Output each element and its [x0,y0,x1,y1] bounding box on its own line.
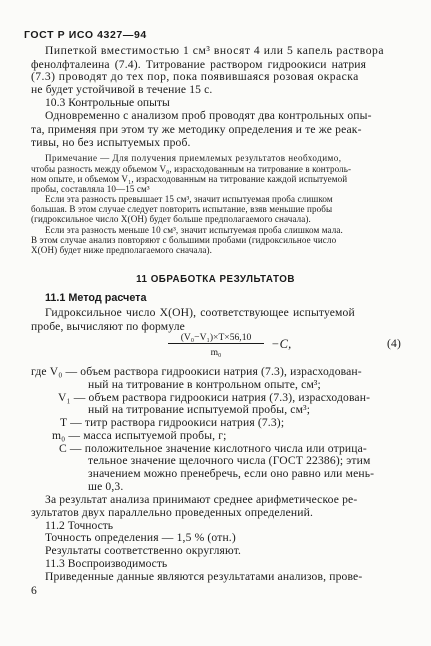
formula-fraction-bar [168,343,264,344]
note-line-8: Если эта разность меньше 10 см³, значит испытуемая проба слишком мала. [45,224,343,235]
definition-c-line-3: значением можно пренебречь, если оно равно или мень- [88,467,375,480]
section-11-heading: 11 ОБРАБОТКА РЕЗУЛЬТАТОВ [136,273,295,285]
note-line-3: ном опыте, и объемом V₁, израсходованным на титрование каждой испытуемой [31,173,348,184]
note-line-4: пробы, составляла 10—15 см³ [31,183,150,194]
result-line-2: зультатов двух параллельно проведенных определений. [31,506,314,519]
note-line-6: большая. В этом случае следует повторить испытание, взяв меньшие пробы [31,204,333,215]
section-11-1-line-1: Гидроксильное число X(OH), соответствующее испытуемой [45,305,355,319]
formula-denominator: m₀ [210,346,222,358]
note-line-10: X(OH) будет ниже предполагаемого сначала). [31,244,212,255]
formula-tail: −C, [271,337,292,352]
definition-v0-line-1: где V₀ — объем раствора гидроокиси натрия (7.3), израсходован- [31,365,362,379]
page-number: 6 [31,584,37,597]
section-11-2-line-1: Точность определения — 1,5 % (отн.) [45,531,236,545]
intro-line-4: не будет устойчивой в течение 15 с. [31,82,213,96]
note-line-5: Если эта разность превышает 15 см³, значит испытуемая проба слишком [45,194,333,204]
section-11-1-title: 11.1 Метод расчета [45,292,147,305]
section-11-2-line-2: Результаты соответственно округляют. [45,544,242,558]
definition-m0: m₀ — масса испытуемой пробы, г; [52,428,227,442]
definition-c-line-4: ше 0,3. [88,479,124,493]
definition-v0-line-2: ный на титрование в контрольном опыте, см³; [88,378,321,391]
intro-line-1: Пипеткой вместимостью 1 см³ вносят 4 или 5 капель раствора [45,43,385,57]
definition-c-line-1: C — положительное значение кислотного числа или отрица- [59,441,367,455]
standard-code-header: ГОСТ Р ИСО 4327—94 [24,28,147,41]
definition-t: T — титр раствора гидроокиси натрия (7.3); [60,416,285,430]
section-10-3-line-3: тивы, но без испытуемых проб. [31,135,191,149]
note-line-7: (гидроксильное число X(OH) будет больше предполагаемого сначала). [31,214,311,225]
formula-number: (4) [387,337,401,351]
section-10-3-line-2: та, применяя при этом ту же методику определения и те же реак- [31,122,362,136]
note-line-9: В этом случае анализ повторяют с большими пробами (гидроксильное число [31,234,337,245]
result-line-1: За результат анализа принимают среднее арифметическое ре- [45,493,358,507]
section-10-3-line-1: Одновременно с анализом проб проводят два контрольных опы- [45,109,372,123]
section-10-3-title: 10.3 Контрольные опыты [45,95,170,109]
definition-v1-line-2: ный на титрование испытуемой пробы, см³; [88,403,311,417]
intro-line-2: фенолфталеина (7.4). Титрование раствором гидроокиси натрия [31,57,367,71]
formula-numerator: (V₀−V₁)×T×56,10 [180,332,252,344]
section-11-3-line-1: Приведенные данные являются результатами анализов, прове- [45,569,363,583]
section-11-1-line-2: пробе, вычисляют по формуле [31,319,185,333]
note-line-2: чтобы разность между объемом V₀, израсходованным на титрование в контроль- [31,163,352,174]
definition-v1-line-1: V₁ — объем раствора гидроокиси натрия (7.3), израсходован- [58,390,371,404]
section-11-2-title: 11.2 Точность [45,518,114,532]
definition-c-line-2: тельное значение щелочного числа (ГОСТ 22386); этим [88,454,371,468]
section-11-3-title: 11.3 Воспроизводимость [45,556,168,570]
note-line-1: Примечание — Для получения приемлемых результатов необходимо, [45,153,342,164]
intro-line-3: (7.3) проводят до тех пор, пока появившаяся розовая окраска [31,70,359,84]
